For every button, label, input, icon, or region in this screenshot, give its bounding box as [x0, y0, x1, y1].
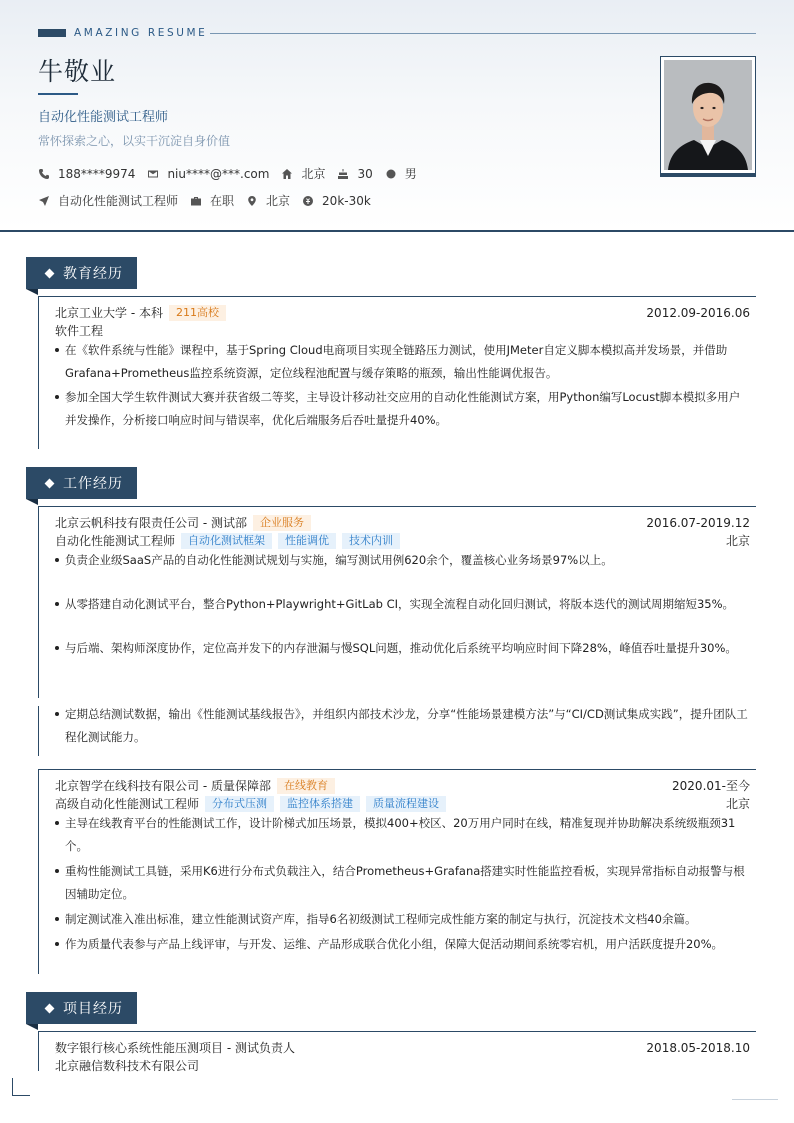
phone-icon — [38, 168, 50, 180]
contact-row — [38, 165, 429, 182]
gender-text: 男 — [404, 167, 417, 181]
education-bullet: 在《软件系统与性能》课程中，基于Spring Cloud电商项目实现全链路压力测试，使用JMeter自定义脚本模拟高并发场景，并借助Grafana+Prometheus监控系统资源，定位线程池配置与缓存策略的瓶颈，输出性能调优报告。 — [55, 339, 751, 384]
projects-section-header — [26, 992, 137, 1024]
projects-timeline — [38, 1031, 39, 1071]
diamond-icon — [45, 478, 55, 488]
job-role: 高级自动化性能测试工程师 — [55, 797, 200, 811]
education-section-header — [26, 257, 137, 289]
gender-item — [385, 165, 417, 182]
salary-icon — [302, 195, 314, 207]
job-role: 自动化性能测试工程师 — [55, 534, 176, 548]
target-city-item — [246, 192, 290, 209]
job-date: 2020.01-至今 — [672, 779, 750, 793]
phone-item — [38, 167, 135, 181]
job-status-item — [190, 192, 234, 209]
job-city: 北京 — [725, 797, 750, 811]
skill-tag: 自动化测试框架 — [181, 533, 272, 549]
skill-tag: 性能调优 — [278, 533, 336, 549]
job-divider — [38, 769, 756, 770]
salary-item — [302, 194, 371, 208]
diamond-icon — [45, 1003, 55, 1013]
tagline: AMAZING RESUME — [74, 27, 208, 39]
job-bullet: 与后端、架构师深度协作，定位高并发下的内存泄漏与慢SQL问题，推动优化后系统平均响应时间下降28%，峰值吞吐量提升30%。 — [55, 637, 751, 660]
email-text: niu****@***.com — [167, 166, 270, 181]
briefcase-icon — [190, 195, 202, 207]
phone-text: 188****9974 — [58, 166, 136, 181]
skill-tag: 技术内训 — [342, 533, 400, 549]
name-underline — [38, 93, 78, 95]
education-date: 2012.09-2016.06 — [646, 305, 750, 320]
gender-icon — [385, 168, 397, 180]
education-entry-header — [55, 304, 750, 321]
diamond-icon — [45, 268, 55, 278]
job-date: 2016.07-2019.12 — [646, 515, 750, 530]
profile-photo — [664, 60, 752, 170]
job-bullet: 作为质量代表参与产品上线评审，与开发、运维、产品形成联合优化小组，保障大促活动期间系统零宕机，用户活跃度提升20%。 — [55, 933, 751, 956]
home-text: 北京 — [301, 167, 326, 181]
project-company-row — [55, 1057, 750, 1074]
candidate-motto: 常怀探索之心，以实干沉淀自身价值 — [38, 134, 231, 148]
target-role-text: 自动化性能测试工程师 — [58, 194, 179, 208]
email-item — [147, 167, 269, 181]
mail-icon — [147, 168, 159, 180]
school-badge: 211高校 — [169, 305, 226, 321]
job-header — [55, 777, 750, 794]
education-bullet: 参加全国大学生软件测试大赛并获省级二等奖，主导设计移动社交应用的自动化性能测试方案，用Python编写Locust脚本模拟多用户并发操作，分析接口响应时间与错误率，优化后端服务后吞吐量提升40%。 — [55, 386, 751, 431]
status-row — [38, 192, 383, 209]
cake-icon — [337, 168, 349, 180]
job-bullet: 制定测试准入准出标准，建立性能测试资产库，指导6名初级测试工程师完成性能方案的制定与执行，沉淀技术文档40余篇。 — [55, 908, 751, 931]
company-name: 北京云帆科技有限责任公司 - 测试部 — [55, 516, 247, 530]
tagline-bar — [38, 29, 66, 37]
job-role-row — [55, 532, 750, 549]
education-timeline — [38, 296, 39, 449]
work-rule — [38, 506, 756, 507]
page-corner-line — [732, 1099, 778, 1100]
job-bullet: 负责企业级SaaS产品的自动化性能测试规划与实施，编写测试用例620余个，覆盖核心业务场景97%以上。 — [55, 549, 751, 572]
target-role-item — [38, 192, 178, 209]
work-timeline-2 — [38, 769, 39, 974]
job-status-text: 在职 — [210, 194, 235, 208]
job-role-row — [55, 795, 750, 812]
company-name: 北京智学在线科技有限公司 - 质量保障部 — [55, 779, 271, 793]
candidate-title: 自动化性能测试工程师 — [38, 110, 169, 125]
work-timeline-1 — [38, 506, 39, 698]
location-icon — [246, 195, 258, 207]
major: 软件工程 — [55, 324, 104, 338]
projects-rule — [38, 1031, 756, 1032]
profile-photo-frame — [660, 56, 756, 174]
project-name: 数字银行核心系统性能压测项目 - 测试负责人 — [55, 1041, 295, 1055]
skill-tag: 分布式压测 — [205, 796, 274, 812]
work-timeline-1b — [38, 706, 39, 756]
job-bullet: 主导在线教育平台的性能测试工作，设计阶梯式加压场景，模拟400+校区、20万用户同时在线，精准复现并协助解决系统级瓶颈31个。 — [55, 812, 751, 857]
job-bullet: 重构性能测试工具链，采用K6进行分布式负载注入，结合Prometheus+Grafana搭建实时性能监控看板，实现异常指标自动报警与根因辅助定位。 — [55, 860, 751, 905]
school-name: 北京工业大学 - 本科 — [55, 306, 163, 320]
education-rule — [38, 296, 756, 297]
age-item — [337, 167, 372, 181]
target-city-text: 北京 — [266, 194, 291, 208]
work-section-header — [26, 467, 137, 499]
work-heading: 工作经历 — [63, 476, 123, 492]
projects-heading: 项目经历 — [63, 1001, 123, 1017]
salary-text: 20k-30k — [322, 193, 371, 208]
project-date: 2018.05-2018.10 — [646, 1040, 750, 1055]
home-item — [281, 165, 325, 182]
education-major-row — [55, 322, 750, 339]
job-city: 北京 — [725, 534, 750, 548]
skill-tag: 质量流程建设 — [366, 796, 446, 812]
project-header — [55, 1039, 750, 1056]
industry-badge: 在线教育 — [277, 778, 335, 794]
skill-tag: 监控体系搭建 — [280, 796, 360, 812]
candidate-name: 牛敬业 — [38, 57, 117, 86]
job-header — [55, 514, 750, 531]
job-bullet: 定期总结测试数据，输出《性能测试基线报告》，并组织内部技术沙龙，分享“性能场景建模方法”与“CI/CD测试集成实践”，提升团队工程化测试能力。 — [55, 703, 751, 748]
home-icon — [281, 168, 293, 180]
job-bullet: 从零搭建自动化测试平台，整合Python+Playwright+GitLab CI，实现全流程自动化回归测试，将版本迭代的测试周期缩短35%。 — [55, 593, 751, 616]
send-icon — [38, 195, 50, 207]
age-text: 30 — [357, 166, 373, 181]
resume-header — [0, 0, 794, 232]
project-company: 北京融信数科技术有限公司 — [55, 1059, 200, 1073]
page-corner-mark — [12, 1078, 30, 1096]
tagline-divider — [210, 33, 756, 34]
industry-badge: 企业服务 — [253, 515, 311, 531]
education-heading: 教育经历 — [63, 266, 123, 282]
